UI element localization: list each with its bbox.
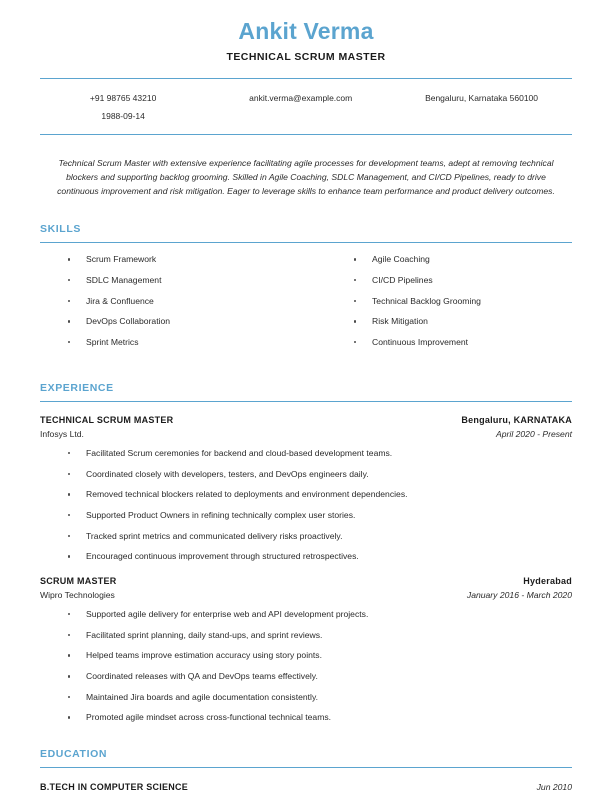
skills-section-title: SKILLS [40,223,81,236]
contact-phone: +91 98765 43210 [89,93,157,104]
education-section-divider [40,767,572,768]
contact-location: Bengaluru, Karnataka 560100 [425,93,539,104]
skills-column-right [306,254,572,357]
experience-location: Bengaluru, KARNATAKA [461,414,572,425]
contact-column-email [210,93,391,103]
list-item: Removed technical blockers related to deployments and environment dependencies. [40,489,572,500]
experience-location: Hyderabad [523,575,572,586]
list-item: Facilitated Scrum ceremonies for backend and cloud-based development teams. [40,448,572,459]
experience-entry-subheader [40,590,572,600]
skills-section [40,223,572,357]
experience-company: Wipro Technologies [40,590,115,601]
list-item: Scrum Framework [40,254,306,265]
list-item: Sprint Metrics [40,337,306,348]
experience-section [40,382,572,724]
skills-columns [40,243,572,357]
contact-info [40,79,572,134]
list-item: CI/CD Pipelines [326,275,572,286]
list-item: Coordinated closely with developers, testers, and DevOps engineers daily. [40,469,572,480]
experience-company: Infosys Ltd. [40,429,84,440]
list-item: Facilitated sprint planning, daily stand-ups, and sprint reviews. [40,630,572,641]
education-entry-header [40,782,572,792]
experience-section-title: EXPERIENCE [40,381,114,394]
experience-bullet-list [40,448,572,563]
experience-role: TECHNICAL SCRUM MASTER [40,414,174,425]
experience-entry [40,576,572,724]
list-item: Supported agile delivery for enterprise web and API development projects. [40,609,572,620]
list-item: Supported Product Owners in refining technically complex user stories. [40,510,572,521]
experience-dates: January 2016 - March 2020 [466,590,572,601]
experience-dates: April 2020 - Present [496,429,572,440]
professional-summary: Technical Scrum Master with extensive experience facilitating agile processes for development teams, adept at removing technical blockers and supporting backlog grooming. Skilled in Agile Coaching, SDLC Management, and CI/CD Pipelines, ready to drive continuous improvement and risk mitigation. Eager to leverage skills to enhance team performance and product delivery outcomes. [57,158,555,197]
list-item: DevOps Collaboration [40,316,306,327]
header-job-title: TECHNICAL SCRUM MASTER [226,51,386,64]
page-title: Ankit Verma [238,18,374,44]
skills-list-left [40,254,306,348]
list-item: Tracked sprint metrics and communicated delivery risks proactively. [40,531,572,542]
list-item: Continuous Improvement [326,337,572,348]
list-item: Risk Mitigation [326,316,572,327]
experience-entry-header [40,576,572,586]
contact-column-location [391,93,572,103]
contact-email: ankit.verma@example.com [249,93,353,104]
education-section-title: EDUCATION [40,747,108,760]
experience-role: SCRUM MASTER [40,575,117,586]
list-item: Encouraged continuous improvement through structured retrospectives. [40,551,572,562]
experience-entry [40,415,572,563]
resume-header [40,0,572,63]
list-item: Jira & Confluence [40,296,306,307]
list-item: Technical Backlog Grooming [326,296,572,307]
education-date: Jun 2010 [536,781,572,792]
experience-entry-header [40,415,572,425]
list-item: Agile Coaching [326,254,572,265]
education-entry [40,782,572,792]
list-item: Promoted agile mindset across cross-functional technical teams. [40,712,572,723]
list-item: Helped teams improve estimation accuracy using story points. [40,650,572,661]
skills-list-right [326,254,572,348]
list-item: Maintained Jira boards and agile documentation consistently. [40,692,572,703]
list-item: SDLC Management [40,275,306,286]
contact-column-phone [40,93,210,121]
skills-column-left [40,254,306,357]
education-degree: B.TECH IN COMPUTER SCIENCE [40,781,189,792]
experience-bullet-list [40,609,572,724]
experience-section-divider [40,401,572,402]
contact-birth-date: 1988-09-14 [101,111,145,122]
list-item: Coordinated releases with QA and DevOps teams effectively. [40,671,572,682]
education-section [40,748,572,792]
experience-entry-subheader [40,429,572,439]
